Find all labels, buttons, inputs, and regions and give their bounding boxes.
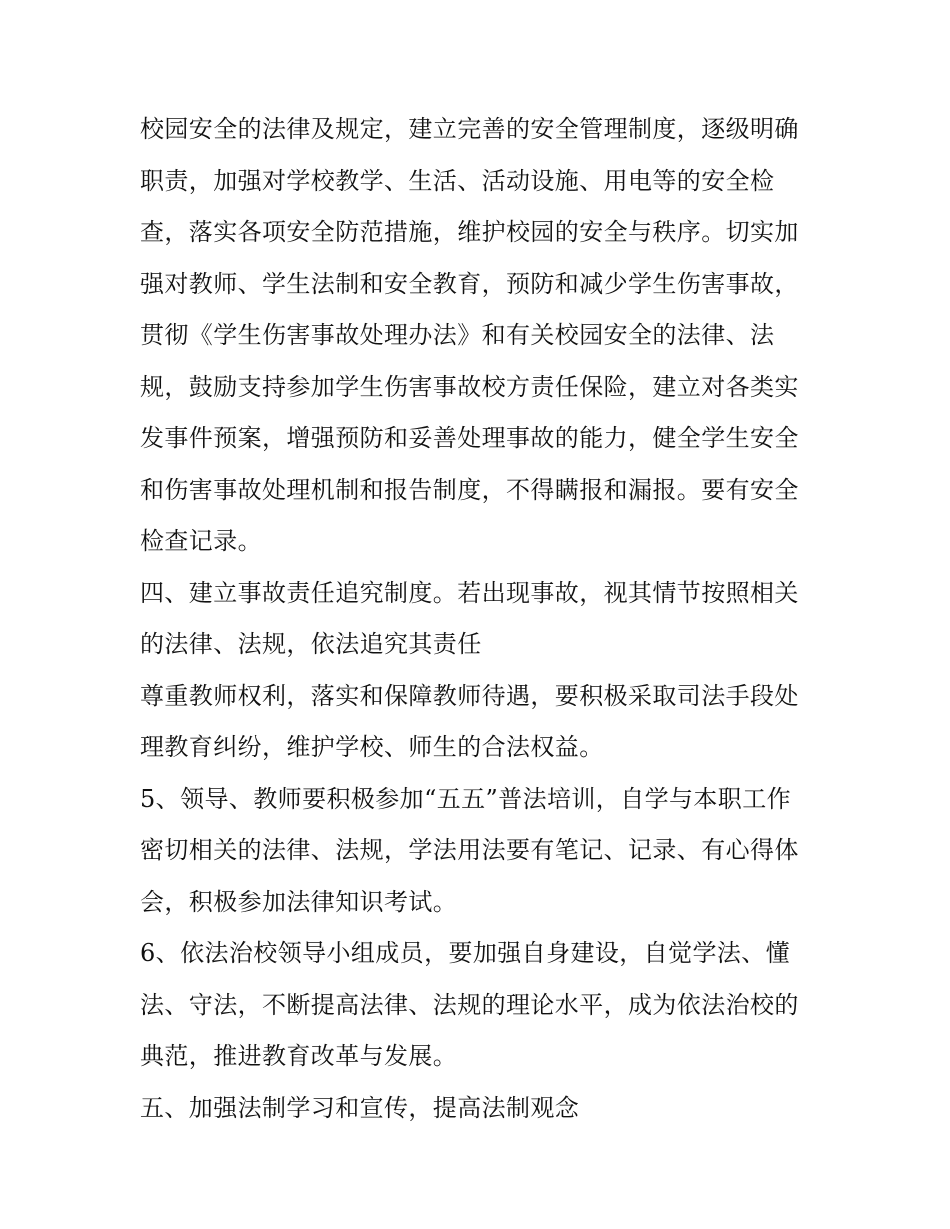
text-line: 密切相关的法律、法规，学法用法要有笔记、记录、有心得体	[140, 836, 799, 864]
section-heading-five: 五、加强法制学习和宣传，提高法制观念	[140, 1093, 580, 1122]
text-line: 和伤害事故处理机制和报告制度，不得瞒报和漏报。要有安全	[140, 475, 799, 504]
text-line: 法、守法，不断提高法律、法规的理论水平，成为依法治校的	[140, 990, 799, 1019]
text-line: 的法律、法规，依法追究其责任	[140, 630, 482, 658]
text-line: 检查记录。	[140, 527, 262, 555]
text-line: 发事件预案，增强预防和妥善处理事故的能力，健全学生安全	[140, 424, 799, 452]
section-heading-four: 四、建立事故责任追究制度。若出现事故，视其情节按照相关	[140, 578, 799, 607]
text-line: 校园安全的法律及规定，建立完善的安全管理制度，逐级明确	[140, 115, 799, 143]
text-line: 贯彻《学生伤害事故处理办法》和有关校园安全的法律、法	[140, 321, 775, 349]
text-line: 尊重教师权利，落实和保障教师待遇，要积极采取司法手段处	[140, 681, 799, 710]
text-line: 规，鼓励支持参加学生伤害事故校方责任保险，建立对各类实	[140, 372, 799, 401]
text-line: 查，落实各项安全防范措施，维护校园的安全与秩序。切实加	[140, 218, 799, 246]
text-line: 强对教师、学生法制和安全教育，预防和减少学生伤害事故，	[140, 269, 799, 298]
text-line: 职责，加强对学校教学、生活、活动设施、用电等的安全检	[140, 166, 775, 195]
document-body	[140, 104, 820, 1134]
list-item-5: 5、领导、教师要积极参加“五五”普法培训，自学与本职工作	[140, 784, 792, 813]
text-line: 理教育纠纷，维护学校、师生的合法权益。	[140, 733, 604, 761]
list-item-6: 6、依法治校领导小组成员，要加强自身建设，自觉学法、懂	[140, 939, 791, 967]
text-line: 会，积极参加法律知识考试。	[140, 887, 458, 916]
text-line: 典范，推进教育改革与发展。	[140, 1042, 458, 1070]
